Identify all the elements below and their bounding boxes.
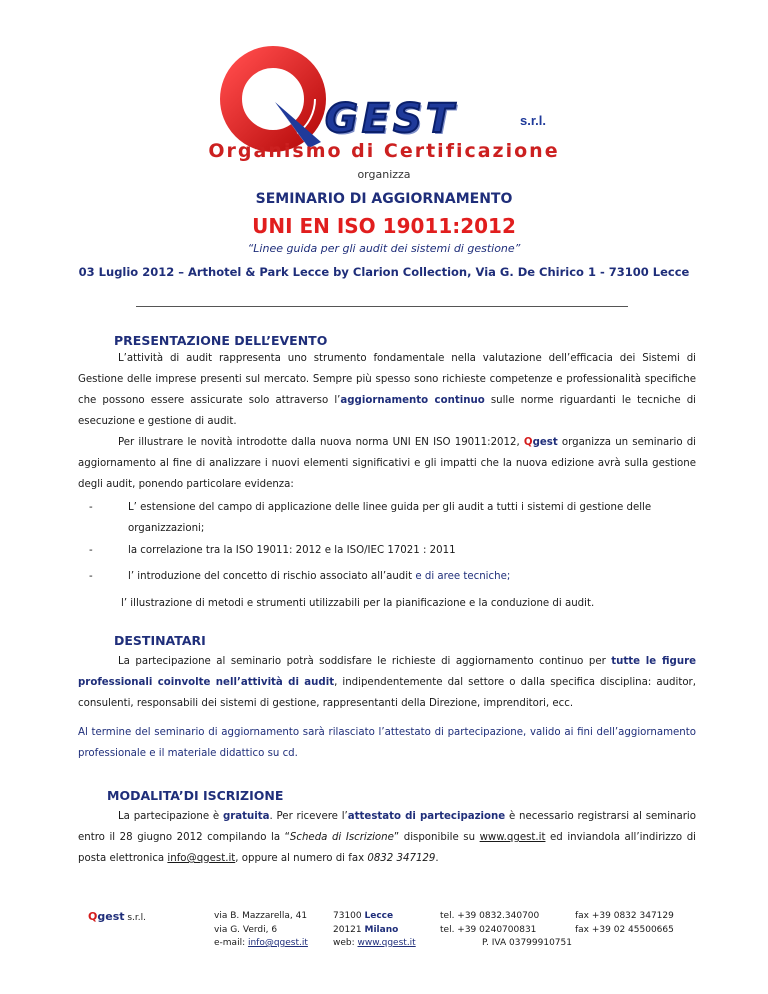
footer-phones [440,910,572,951]
footer-cities [333,910,416,951]
footer-tel-milano: tel. +39 0240700831 [440,924,537,935]
destinatari-paragraph-2: Al termine del seminario di aggiornamento sarà rilasciato l’attestato di partecipazione, valido ai fini dell’aggiornamento professionale e il materiale didattico su cd. [78,727,696,759]
logo-tagline: Organismo di Certificazione [208,140,560,162]
footer-tel-lecce: tel. +39 0832.340700 [440,911,540,921]
presentazione-paragraph-1: L’attività di audit rappresenta uno strumento fondamentale nella valutazione dell’efficacia dei Sistemi di Gestione delle imprese presenti sul mercato. Sempre più spesso sono richieste competenze e professionalità specifiche che possono essere assicurate solo attraverso l’aggiornamento continuo sulle norme riguardanti le tecniche di esecuzione e gestione di audit. [78,353,696,427]
footer-fax-lecce: fax +39 0832 347129 [575,911,674,921]
qgest-logo-q-icon [213,44,333,154]
presentazione-paragraph-2: Per illustrare le novità introdotte dalla nuova norma UNI EN ISO 19011:2012, Qgest organizza un seminario di aggiornamento al fine di analizzare i nuovi elementi significativi e gli impatti che la nuova edizione avrà sulla gestione degli audit, ponendo particolare evidenza: [78,437,696,490]
list-item: l’ introduzione del concetto di rischio associato all’audit e di aree tecniche; [128,571,511,582]
footer-fax-milano: fax +39 02 45500665 [575,924,674,935]
seminar-heading: SEMINARIO DI AGGIORNAMENTO [255,191,513,207]
footer-piva: P. IVA 03799910751 [482,938,572,948]
footer-email-link[interactable]: info@qgest.it [247,938,308,948]
section-title-presentazione: PRESENTAZIONE DELL’EVENTO [114,333,328,348]
iscrizione-paragraph: La partecipazione è gratuita. Per ricevere l’attestato di partecipazione è necessario registrarsi al seminario entro il 28 giugno 2012 compilando la “Scheda di Iscrizione” disponibile su www.qgest.it ed inviandola all’indirizzo di posta elettronica info@qgest.it, oppure al numero di fax 0832 347129. [78,811,697,864]
list-item: L’ estensione del campo di applicazione delle linee guida per gli audit a tutti i sistemi di gestione delle organizzazioni; [128,502,652,534]
divider [136,306,628,307]
footer-company: Qgest s.r.l. [88,910,147,923]
destinatari-paragraph-1: La partecipazione al seminario potrà soddisfare le richieste di aggiornamento continuo per tutte le figure professionali coinvolte nell’attività di audit, indipendentemente dal settore o dalla specifica disciplina: auditor, consulenti, responsabili dei sistemi di gestione, rappresentanti della Direzione, imprenditori, ecc. [78,656,697,709]
footer-web: web: www.qgest.it [333,938,416,948]
list-dash: - [89,545,93,556]
footer-email: e-mail: info@qgest.it [214,938,308,948]
date-venue: 03 Luglio 2012 – Arthotel & Park Lecce by Clarion Collection, Via G. De Chirico 1 - 73100 Lecce [78,265,690,279]
section-title-destinatari: DESTINATARI [114,633,206,648]
seminar-subtitle: “Linee guida per gli audit dei sistemi di gestione” [247,242,521,255]
footer-address-milano: via G. Verdi, 6 [214,924,278,935]
list-dash: - [89,502,93,513]
footer-city-row: 20121 Milano [333,924,399,935]
footer-fax [575,910,674,937]
organizza-label: organizza [357,168,411,181]
website-link[interactable]: www.qgest.it [479,832,546,843]
email-link[interactable]: info@qgest.it [167,853,236,864]
list-dash: - [89,571,93,582]
footer-address-lecce: via B. Mazzarella, 41 [214,911,308,921]
logo-gest-wordmark: GEST [325,96,458,142]
footer-web-link[interactable]: www.qgest.it [357,938,416,948]
list-item: la correlazione tra la ISO 19011: 2012 e la ISO/IEC 17021 : 2011 [128,545,456,556]
logo-srl: s.r.l. [520,113,547,128]
footer-addresses [214,910,308,951]
section-title-iscrizione: MODALITA’DI ISCRIZIONE [107,788,284,803]
list-item: l’ illustrazione di metodi e strumenti utilizzabili per la pianificazione e la conduzione di audit. [121,598,595,609]
standard-title: UNI EN ISO 19011:2012 [252,214,516,238]
footer-city-row: 73100 Lecce [333,911,394,921]
